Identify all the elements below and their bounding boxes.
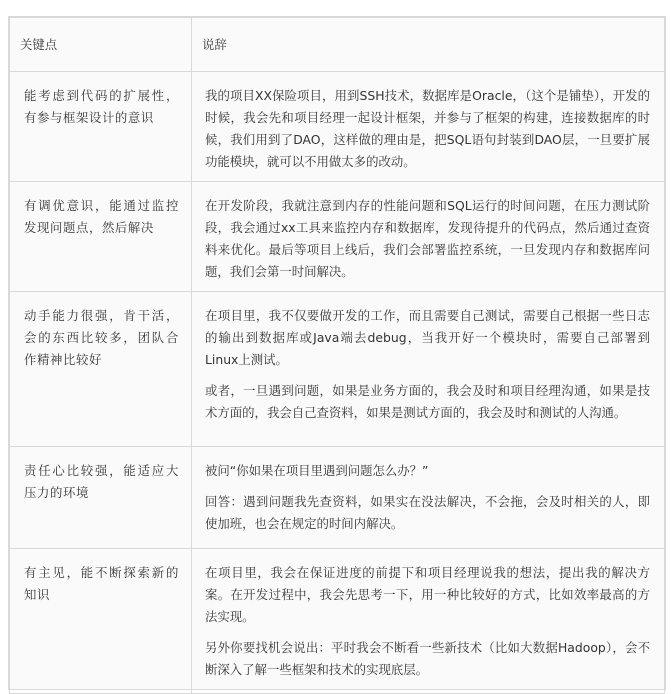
row-value [192, 549, 665, 694]
row-value [192, 292, 665, 447]
table-row [10, 292, 665, 447]
row-paragraph: 在项目里，我不仅要做开发的工作，而且需要自己测试，需要自己根据一些日志的输出到数据库或Java端去debug，当我开好一个模块时，需要自己部署到Linux上测试。 [205, 308, 650, 367]
table-row [10, 447, 665, 549]
header-value: 说辞 [192, 18, 665, 72]
row-paragraph: 或者，一旦遇到问题，如果是业务方面的，我会及时和项目经理沟通，如果是技术方面的，我会自己查资料，如果是测试方面的，我会及时和测试的人沟通。 [205, 383, 650, 420]
row-paragraph: 回答：遇到问题我先查资料，如果实在没法解决，不会拖，会及时相关的人，即使加班，也会在规定的时间内解决。 [205, 494, 650, 531]
row-key: 动手能力很强，肯干活，会的东西比较多，团队合作精神比较好 [10, 292, 192, 447]
row-key: 有主见，能不断探索新的知识 [10, 549, 192, 694]
row-key: 有调优意识，能通过监控发现问题点，然后解决 [10, 182, 192, 292]
row-value [192, 182, 665, 292]
header-key: 关键点 [10, 18, 192, 72]
interview-table [9, 17, 665, 694]
row-value [192, 447, 665, 549]
row-paragraph: 在开发阶段，我就注意到内存的性能问题和SQL运行的时间问题，在压力测试阶段，我会通过xx工具来监控内存和数据库，发现待提升的代码点，然后通过查资料来优化。最后等项目上线后，我们会部署监控系统，一旦发现内存和数据库问题，我们会第一时间解决。 [205, 198, 650, 279]
table-header-row [10, 18, 665, 72]
row-key: 责任心比较强，能适应大压力的环境 [10, 447, 192, 549]
row-value [192, 72, 665, 182]
row-paragraph: 另外你要找机会说出：平时我会不断看一些新技术（比如大数据Hadoop），会不断深入了解一些框架和技术的实现底层。 [205, 640, 650, 677]
row-paragraph: 被问“你如果在项目里遇到问题怎么办？” [205, 463, 429, 478]
table-row [10, 72, 665, 182]
row-paragraph: 我的项目XX保险项目，用到SSH技术，数据库是Oracle，（这个是铺垫），开发的时候，我会先和项目经理一起设计框架，并参与了框架的构建，连接数据库的时候，我们用到了DAO，这样做的理由是，把SQL语句封装到DAO层，一旦要扩展功能模块，就可以不用做太多的改动。 [205, 88, 650, 169]
row-paragraph: 在项目里，我会在保证进度的前提下和项目经理说我的想法，提出我的解决方案。在开发过程中，我会先思考一下，用一种比较好的方式，比如效率最高的方法实现。 [205, 565, 650, 624]
table-row [10, 549, 665, 694]
row-key: 能考虑到代码的扩展性，有参与框架设计的意识 [10, 72, 192, 182]
interview-table-container [8, 16, 666, 690]
table-row [10, 182, 665, 292]
